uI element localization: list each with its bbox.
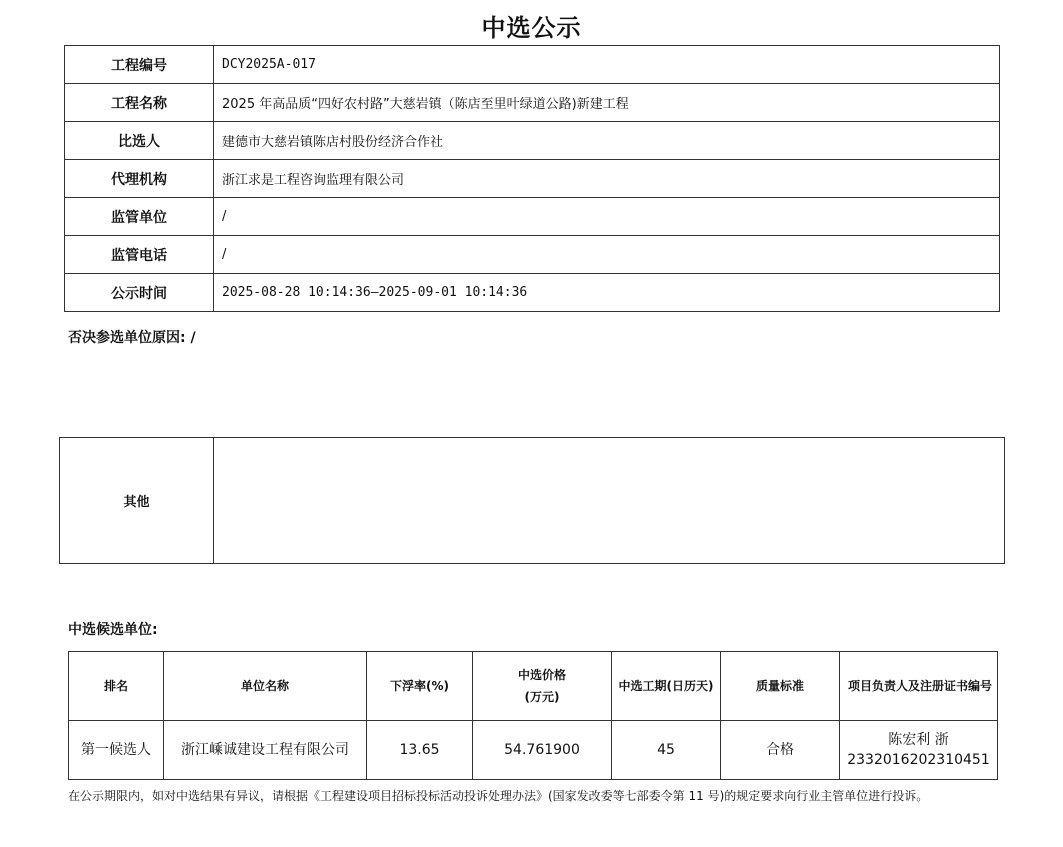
header-period: 中选工期(日历天) <box>612 652 721 721</box>
info-row-supervisor <box>65 198 1000 236</box>
info-value: 建德市大慈岩镇陈店村股份经济合作社 <box>214 122 1000 160</box>
info-label: 监管单位 <box>65 198 214 236</box>
candidate-price: 54.761900 <box>473 721 612 780</box>
candidates-header-row <box>69 652 998 721</box>
page-title: 中选公示 <box>481 14 582 42</box>
info-label: 工程名称 <box>65 84 214 122</box>
table-row <box>69 721 998 780</box>
info-label: 公示时间 <box>65 274 214 312</box>
info-value: / <box>214 198 1000 236</box>
info-label: 工程编号 <box>65 46 214 84</box>
reject-reason: 否决参选单位原因: / <box>68 330 196 346</box>
header-rate: 下浮率(%) <box>367 652 473 721</box>
header-name: 单位名称 <box>164 652 367 721</box>
info-row-selector <box>65 122 1000 160</box>
header-price <box>473 652 612 721</box>
header-manager: 项目负责人及注册证书编号 <box>840 652 998 721</box>
candidate-quality: 合格 <box>721 721 840 780</box>
header-quality: 质量标准 <box>721 652 840 721</box>
candidate-rate: 13.65 <box>367 721 473 780</box>
info-row-agency <box>65 160 1000 198</box>
info-row-supervisor-phone <box>65 236 1000 274</box>
info-row-project-code <box>65 46 1000 84</box>
complaint-note: 在公示期限内，如对中选结果有异议，请根据《工程建设项目招标投标活动投诉处理办法》(国家发改委等七部委令第 11 号)的规定要求向行业主管单位进行投诉。 <box>68 789 929 803</box>
project-info-table <box>64 45 1000 312</box>
candidates-heading: 中选候选单位: <box>68 622 158 638</box>
candidate-manager-line1: 陈宏利 浙 <box>888 732 949 748</box>
info-label: 监管电话 <box>65 236 214 274</box>
info-value: 浙江求是工程咨询监理有限公司 <box>214 160 1000 198</box>
candidate-name: 浙江嵊诚建设工程有限公司 <box>164 721 367 780</box>
other-value <box>214 438 1005 564</box>
info-value: 2025-08-28 10:14:36—2025-09-01 10:14:36 <box>214 274 1000 312</box>
candidate-manager-line2: 2332016202310451 <box>847 752 990 768</box>
info-value: / <box>214 236 1000 274</box>
info-row-publicity-time <box>65 274 1000 312</box>
header-rank: 排名 <box>69 652 164 721</box>
info-value: DCY2025A-017 <box>214 46 1000 84</box>
candidates-table <box>68 651 998 780</box>
info-label: 代理机构 <box>65 160 214 198</box>
info-label: 比选人 <box>65 122 214 160</box>
candidate-period: 45 <box>612 721 721 780</box>
info-row-project-name <box>65 84 1000 122</box>
other-label: 其他 <box>60 438 214 564</box>
other-table <box>59 437 1005 564</box>
candidate-manager <box>840 721 998 780</box>
header-price-line1: 中选价格 <box>517 668 566 682</box>
header-price-line2: (万元) <box>524 690 560 704</box>
info-value: 2025 年高品质“四好农村路”大慈岩镇（陈店至里叶绿道公路)新建工程 <box>214 84 1000 122</box>
candidate-rank: 第一候选人 <box>69 721 164 780</box>
